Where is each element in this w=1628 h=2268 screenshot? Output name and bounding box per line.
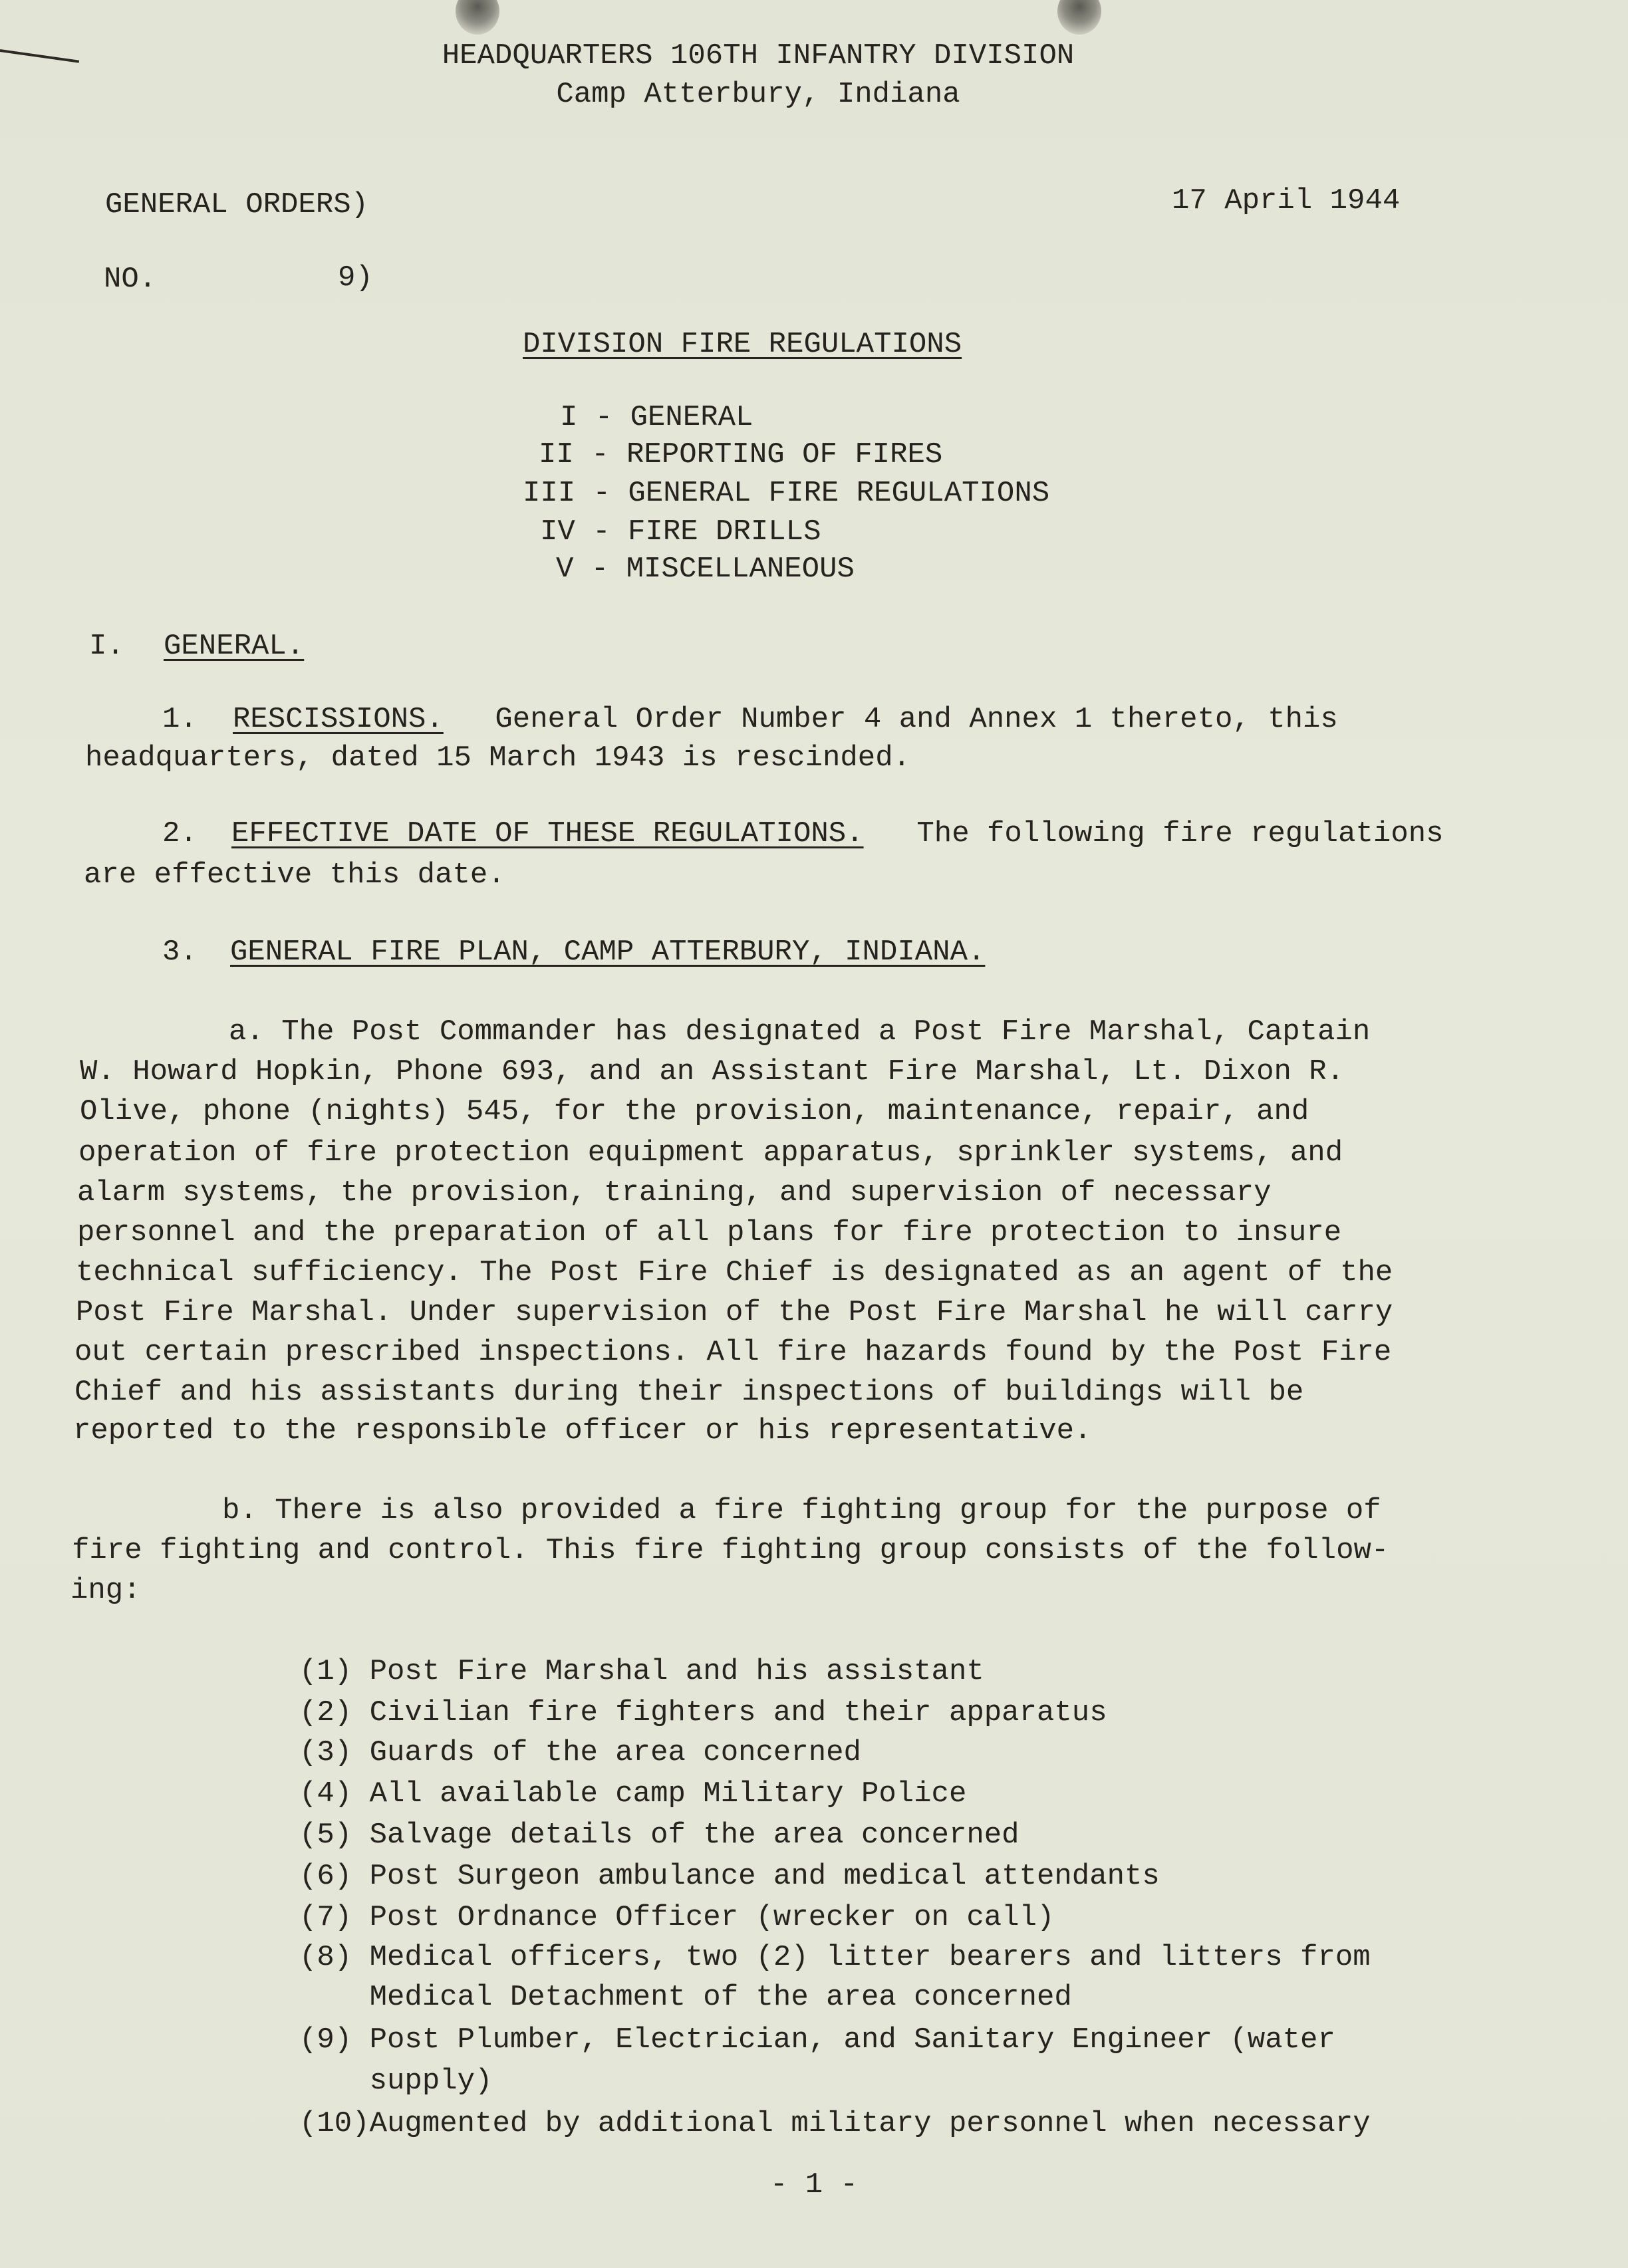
list-item: Medical Detachment of the area concerned xyxy=(299,1981,1072,2014)
paragraph-heading: EFFECTIVE DATE OF THESE REGULATIONS. xyxy=(231,817,864,850)
list-item: (8) Medical officers, two (2) litter bearers and litters from xyxy=(299,1941,1371,1974)
general-orders-label: GENERAL ORDERS) xyxy=(105,188,369,221)
list-item: (7) Post Ordnance Officer (wrecker on call) xyxy=(299,1901,1055,1934)
order-number: 9) xyxy=(338,261,373,295)
section-heading: GENERAL. xyxy=(164,630,305,663)
paragraph-text: personnel and the preparation of all plans for fire protection to insure xyxy=(77,1216,1342,1249)
list-item: (3) Guards of the area concerned xyxy=(299,1736,861,1769)
header-title: HEADQUARTERS 106TH INFANTRY DIVISION xyxy=(442,39,1075,72)
paragraph-text: reported to the responsible officer or his representative. xyxy=(73,1414,1092,1448)
paragraph-heading: GENERAL FIRE PLAN, CAMP ATTERBURY, INDIANA. xyxy=(230,936,986,969)
paragraph-text: b. There is also provided a fire fighting group for the purpose of xyxy=(222,1494,1381,1527)
paragraph-text: operation of fire protection equipment apparatus, sprinkler systems, and xyxy=(78,1136,1343,1170)
list-item: (10)Augmented by additional military personnel when necessary xyxy=(299,2107,1371,2140)
paragraph-text: Olive, phone (nights) 545, for the provision, maintenance, repair, and xyxy=(80,1095,1309,1128)
punch-hole xyxy=(456,0,499,35)
paragraph-text: a. The Post Commander has designated a Post Fire Marshal, Captain xyxy=(229,1015,1371,1049)
paragraph-number: 2. xyxy=(162,817,198,850)
header-location: Camp Atterbury, Indiana xyxy=(556,78,960,111)
paragraph-text: are effective this date. xyxy=(84,858,505,892)
punch-hole xyxy=(1057,0,1101,35)
paragraph-text: alarm systems, the provision, training, and supervision of necessary xyxy=(77,1176,1272,1209)
list-item: (6) Post Surgeon ambulance and medical attendants xyxy=(299,1860,1160,1893)
list-item: (9) Post Plumber, Electrician, and Sanitary Engineer (water xyxy=(299,2023,1335,2057)
contents-item: IV - FIRE DRILLS xyxy=(540,515,821,549)
order-date: 17 April 1944 xyxy=(1172,184,1401,217)
list-item: (5) Salvage details of the area concerned xyxy=(299,1819,1019,1852)
order-number-label: NO. xyxy=(104,263,157,296)
paragraph-text: technical sufficiency. The Post Fire Chief is designated as an agent of the xyxy=(76,1256,1393,1289)
document-title: DIVISION FIRE REGULATIONS xyxy=(523,328,962,361)
contents-item: V - MISCELLANEOUS xyxy=(556,553,855,586)
paragraph-text: out certain prescribed inspections. All fire hazards found by the Post Fire xyxy=(74,1336,1392,1369)
paragraph-text: The following fire regulations xyxy=(899,817,1444,850)
paragraph-text: Chief and his assistants during their inspections of buildings will be xyxy=(74,1376,1304,1409)
paragraph-text: W. Howard Hopkin, Phone 693, and an Assistant Fire Marshal, Lt. Dixon R. xyxy=(80,1055,1345,1088)
contents-item: I - GENERAL xyxy=(560,401,753,434)
paragraph-text: headquarters, dated 15 March 1943 is rescinded. xyxy=(85,741,911,775)
paragraph-text: General Order Number 4 and Annex 1 thereto, this xyxy=(477,703,1338,736)
contents-item: III - GENERAL FIRE REGULATIONS xyxy=(523,477,1050,510)
paragraph-number: 3. xyxy=(162,936,198,969)
paragraph-number: 1. xyxy=(162,703,198,736)
page-number: - 1 - xyxy=(769,2168,859,2202)
section-number: I. xyxy=(89,630,124,663)
list-item: (2) Civilian fire fighters and their apparatus xyxy=(299,1696,1107,1729)
list-item: (4) All available camp Military Police xyxy=(299,1777,967,1811)
contents-item: II - REPORTING OF FIRES xyxy=(539,438,943,471)
paragraph-text: fire fighting and control. This fire fighting group consists of the follow- xyxy=(72,1534,1389,1567)
paragraph-text: ing: xyxy=(70,1574,141,1607)
paragraph-heading: RESCISSIONS. xyxy=(233,703,444,736)
list-item: supply) xyxy=(299,2065,493,2098)
list-item: (1) Post Fire Marshal and his assistant xyxy=(299,1655,984,1688)
paragraph-text: Post Fire Marshal. Under supervision of the Post Fire Marshal he will carry xyxy=(76,1296,1393,1329)
